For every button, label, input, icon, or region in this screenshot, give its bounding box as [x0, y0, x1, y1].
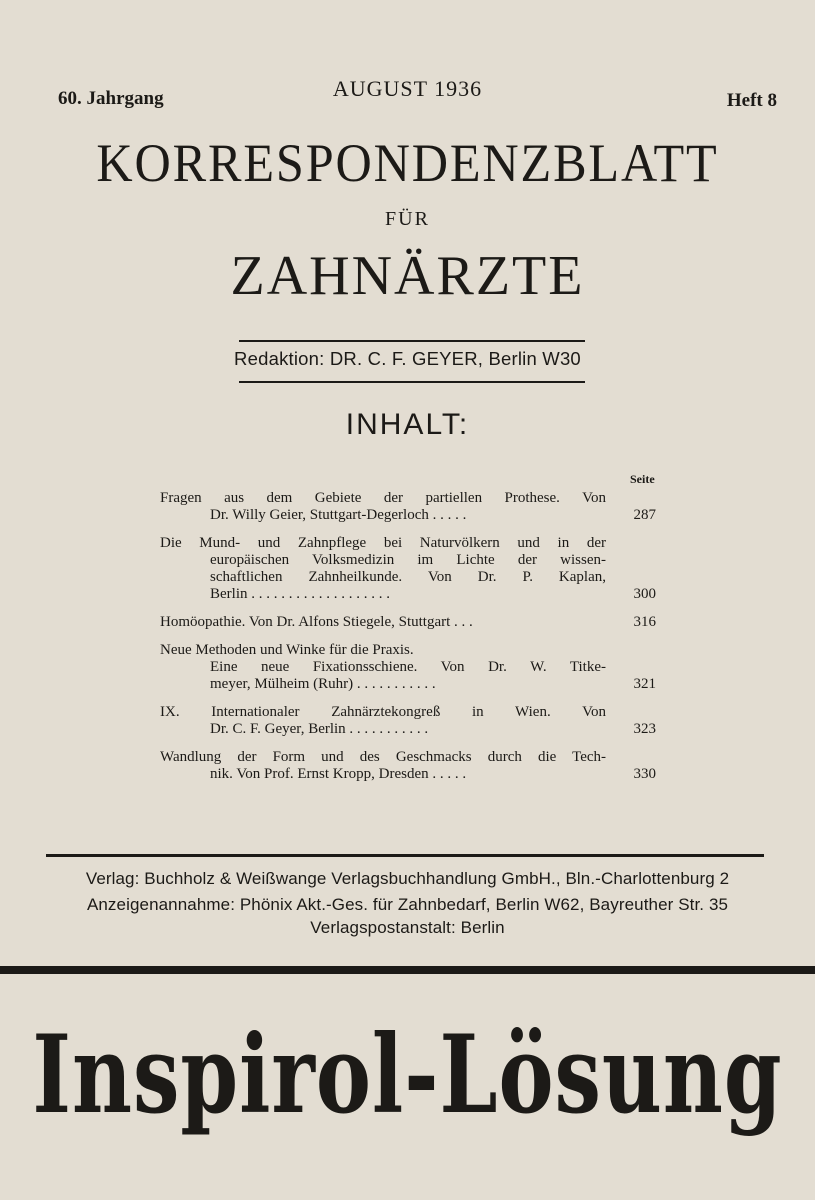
toc-page-number: 323 [633, 721, 656, 737]
toc-entry-line: IX. Internationaler Zahnärztekongreß in Wien. Von [160, 704, 606, 720]
toc-entry-line: Fragen aus dem Gebiete der partiellen Prothese. Von [160, 490, 606, 506]
advertisement-divider [0, 966, 815, 974]
journal-title-connector: FÜR [385, 208, 430, 230]
toc-page-column-label: Seite [630, 472, 655, 486]
toc-entry-line: Homöopathie. Von Dr. Alfons Stiegele, Stuttgart . . . [160, 614, 473, 630]
toc-entry-line: nik. Von Prof. Ernst Kropp, Dresden . . . . . [210, 766, 467, 782]
toc-entry-line: meyer, Mülheim (Ruhr) . . . . . . . . . . . [210, 676, 436, 692]
toc-entry-line: schaftlichen Zahnheilkunde. Von Dr. P. Kaplan, [210, 569, 606, 585]
journal-subtitle: ZAHNÄRZTE [230, 245, 585, 307]
toc-entry [160, 614, 658, 631]
toc-entry-line: Eine neue Fixationsschiene. Von Dr. W. Titke- [210, 659, 606, 675]
publisher-line: Verlag: Buchholz & Weißwange Verlagsbuchhandlung GmbH., Bln.-Charlottenburg 2 [85, 869, 730, 888]
divider-top [239, 340, 585, 342]
toc-entry-line: Wandlung der Form und des Geschmacks durch die Tech- [160, 749, 606, 765]
toc-entry-line: europäischen Volksmedizin im Lichte der wissen- [210, 552, 606, 568]
toc-entry [160, 642, 658, 693]
issue-date: AUGUST 1936 [332, 76, 483, 101]
editor-line: Redaktion: DR. C. F. GEYER, Berlin W30 [234, 348, 581, 369]
toc-entry [160, 490, 658, 524]
volume-label: 60. Jahrgang [58, 88, 164, 109]
toc-entry-line: Neue Methoden und Winke für die Praxis. [160, 642, 414, 658]
toc-page-number: 300 [633, 586, 656, 602]
toc-entry-line: Dr. Willy Geier, Stuttgart-Degerloch . . . . . [210, 507, 467, 523]
toc-entry [160, 749, 658, 783]
issue-number: Heft 8 [726, 90, 777, 111]
toc-entry-line: Berlin . . . . . . . . . . . . . . . . . . . [210, 586, 390, 602]
postal-line: Verlagspostanstalt: Berlin [310, 918, 505, 937]
divider-bottom [239, 381, 585, 383]
publisher-divider [46, 854, 764, 857]
toc-page-number: 321 [633, 676, 656, 692]
toc-entry-line: Dr. C. F. Geyer, Berlin . . . . . . . . . . . [210, 721, 429, 737]
toc-heading: INHALT: [345, 408, 470, 441]
toc-entry-line: Die Mund- und Zahnpflege bei Naturvölkern und in der [160, 535, 606, 551]
advertisement-headline: Inspirol-Lösung [32, 1012, 783, 1139]
toc-page-number: 316 [633, 614, 656, 630]
table-of-contents [160, 490, 658, 794]
toc-entry [160, 535, 658, 603]
toc-page-number: 330 [633, 766, 656, 782]
toc-entry [160, 704, 658, 738]
advertising-line: Anzeigenannahme: Phönix Akt.-Ges. für Zahnbedarf, Berlin W62, Bayreuther Str. 35 [86, 895, 729, 914]
toc-page-number: 287 [633, 507, 656, 523]
journal-title: KORRESPONDENZBLATT [96, 133, 719, 193]
